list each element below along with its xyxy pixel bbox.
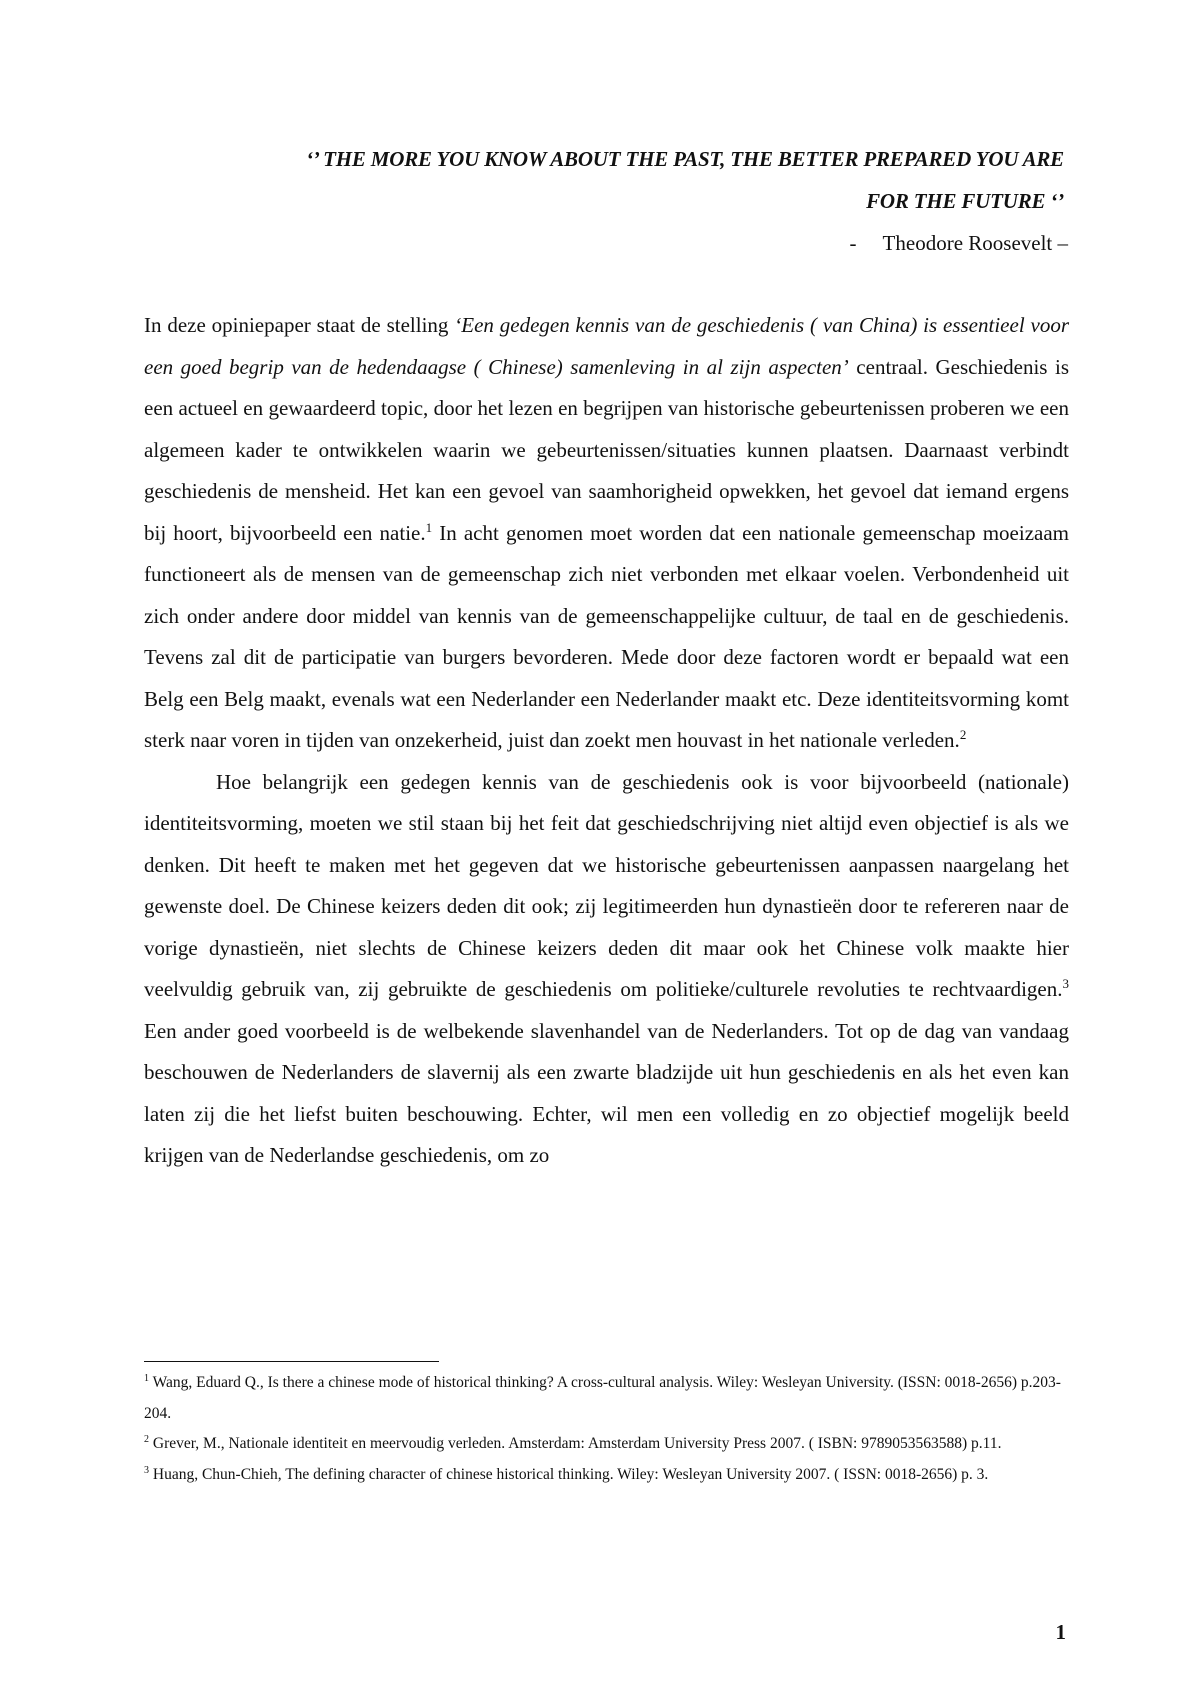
footnote-3 (144, 1460, 1069, 1491)
page-number: 1 (1055, 1620, 1066, 1644)
quote-line-1: ‘’ THE MORE YOU KNOW ABOUT THE PAST, THE BETTER PREPARED YOU ARE (306, 147, 1064, 171)
footnote-ref-3[interactable]: 3 (1062, 976, 1069, 991)
epigraph-quote (144, 138, 1064, 222)
footnote-1-text: Wang, Eduard Q., Is there a chinese mode of historical thinking? A cross-cultural analysis. Wiley: Wesleyan University. (ISSN: 0018-2656) p.203-204. (144, 1374, 1061, 1422)
paragraph-1 (144, 305, 1069, 762)
paragraph-1-part-2: In acht genomen moet worden dat een nationale gemeenschap moeizaam functioneert als de mensen van de gemeenschap zich niet verbonden met elkaar voelen. Verbondenheid uit zich onder andere door middel van kennis van de gemeenschappelijke cultuur, de taal en de geschiedenis. Tevens zal dit de participatie van burgers bevorderen. Mede door deze factoren wordt er bepaald wat een Belg een Belg maakt, evenals wat een Nederlander een Nederlander maakt etc. Deze identiteitsvorming komt sterk naar voren in tijden van onzekerheid, juist dan zoekt men houvast in het nationale verleden. (144, 520, 1069, 752)
footnote-2-text: Grever, M., Nationale identiteit en meervoudig verleden. Amsterdam: Amsterdam University Press 2007. ( ISBN: 9789053563588) p.11. (149, 1435, 1002, 1452)
quote-attribution (850, 228, 1068, 258)
attribution-dash: - (849, 231, 857, 255)
attribution-author: Theodore Roosevelt – (882, 231, 1068, 255)
thesis-statement: ‘Een gedegen kennis van de geschiedenis ( van China) is essentieel voor een goed begrip van de hedendaagse ( Chinese) samenleving in al zijn aspecten’ (144, 313, 1069, 379)
footnote-3-text: Huang, Chun-Chieh, The defining character of chinese historical thinking. Wiley: Wesleyan University 2007. ( ISSN: 0018-2656) p. 3. (149, 1465, 989, 1483)
footnote-1 (144, 1368, 1069, 1429)
footnote-2 (144, 1429, 1069, 1460)
footnote-3-number: 3 (144, 1464, 149, 1476)
paragraph-1-part-1: centraal. Geschiedenis is een actueel en gewaardeerd topic, door het lezen en begrijpen van historische gebeurtenissen proberen we een algemeen kader te ontwikkelen waarin we gebeurtenissen/situaties kunnen plaatsen. Daarnaast verbindt geschiedenis de mensheid. Het kan een gevoel van saamhorigheid opwekken, het gevoel dat iemand ergens bij hoort, bijvoorbeeld een natie. (144, 354, 1069, 545)
footnote-separator (144, 1361, 439, 1362)
paragraph-2-part-2: Een ander goed voorbeeld is de welbekende slavenhandel van de Nederlanders. Tot op de dag van vandaag beschouwen de Nederlanders de slavernij als een zwarte bladzijde uit hun geschiedenis en als het even kan laten zij die het liefst buiten beschouwing. Echter, wil men een volledig en zo objectief mogelijk beeld krijgen van de Nederlandse geschiedenis, om zo (144, 1018, 1069, 1167)
quote-line-2: FOR THE FUTURE ‘’ (866, 189, 1064, 213)
body-text (144, 305, 1069, 1177)
footnote-ref-2[interactable]: 2 (959, 727, 967, 742)
paragraph-1-intro: In deze opiniepaper staat de stelling (144, 313, 455, 337)
footnotes (144, 1368, 1069, 1490)
paragraph-2 (144, 762, 1069, 1177)
footnote-ref-1[interactable]: 1 (425, 519, 433, 535)
footnote-2-number: 2 (144, 1433, 149, 1445)
footnote-1-number: 1 (144, 1372, 149, 1384)
paragraph-2-part-1: Hoe belangrijk een gedegen kennis van de geschiedenis ook is voor bijvoorbeeld (nationale) identiteitsvorming, moeten we stil staan bij het feit dat geschiedschrijving niet altijd even objectief is als we denken. Dit heeft te maken met het gegeven dat we historische gebeurtenissen aanpassen naargelang het gewenste doel. De Chinese keizers deden dit ook; zij legitimeerden hun dynastieën door te refereren naar de vorige dynastieën, niet slechts de Chinese keizers deden dit maar ook het Chinese volk maakte hier veelvuldig gebruik van, zij gebruikte de geschiedenis om politieke/culturele revoluties te rechtvaardigen. (144, 769, 1069, 1001)
